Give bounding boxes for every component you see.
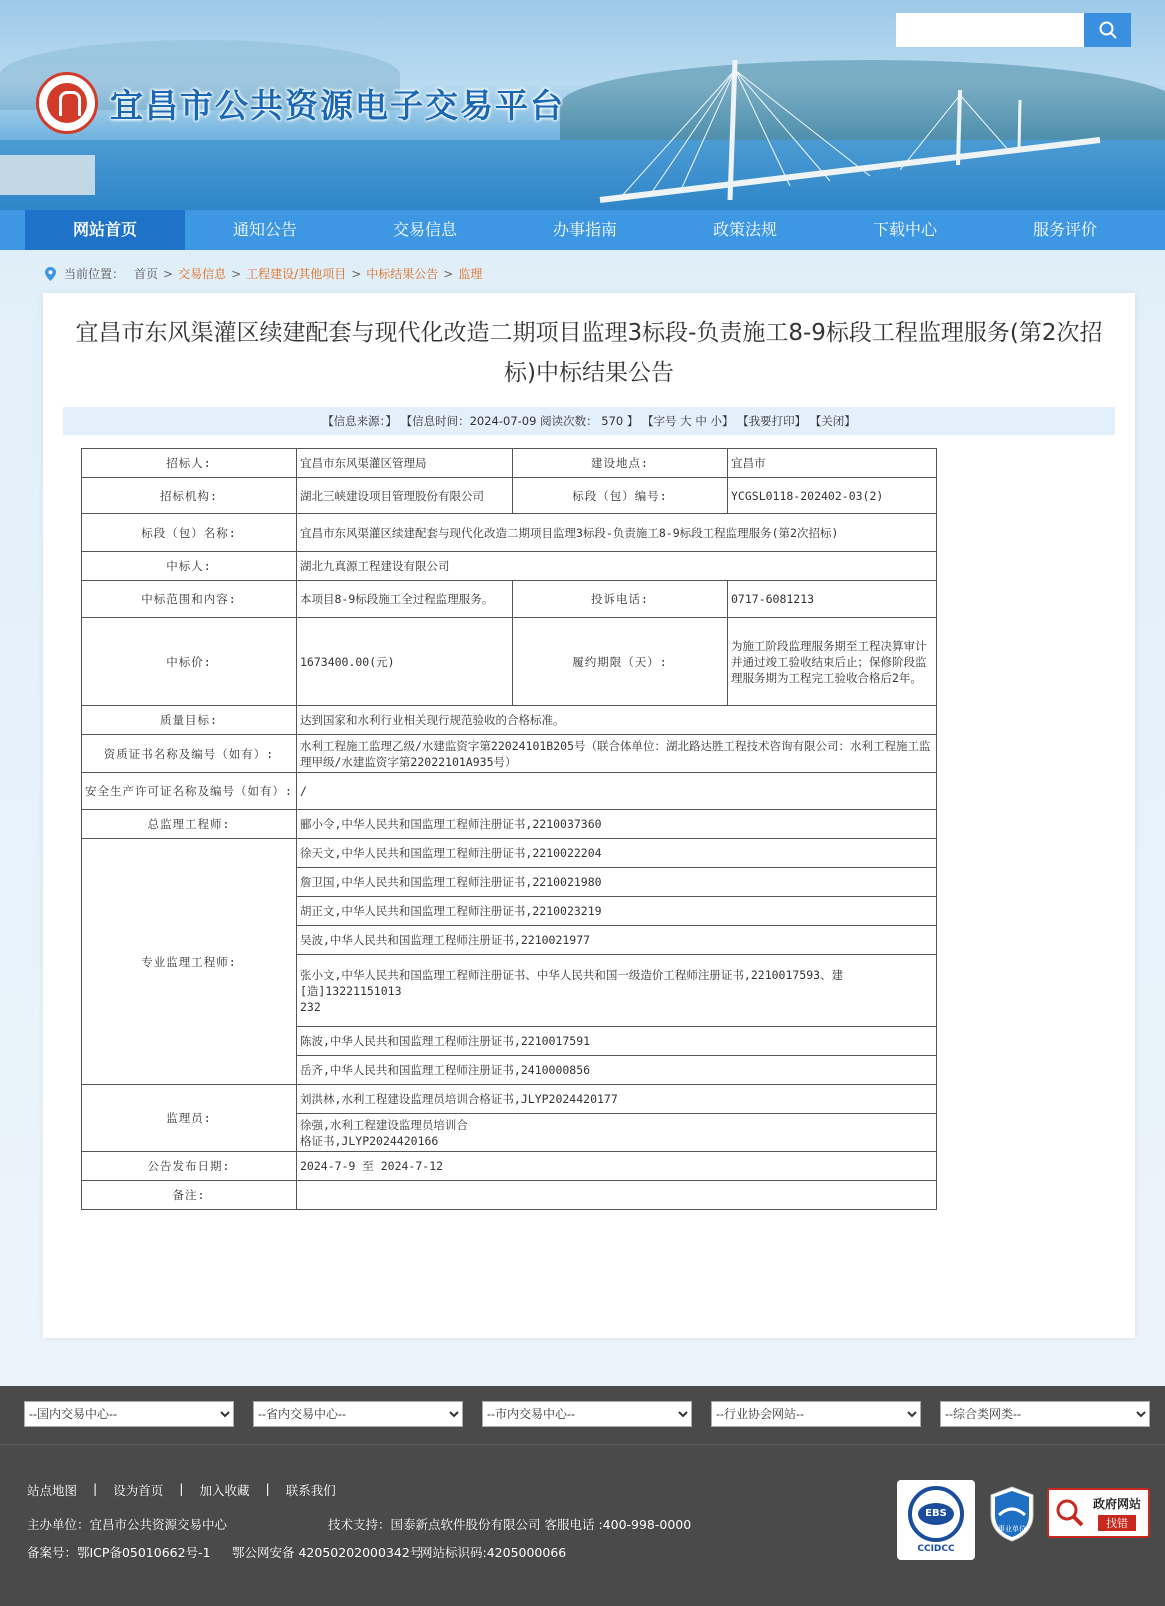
table-row: [82, 810, 937, 839]
footer-icp: 备案号：鄂ICP备05010662号-1: [27, 1545, 211, 1560]
breadcrumb-separator: >: [231, 266, 242, 281]
location-label: 建设地点:: [513, 449, 728, 478]
search-input[interactable]: [896, 13, 1084, 47]
search-icon: [1098, 20, 1118, 40]
location-value: 宜昌市: [728, 449, 937, 478]
table-row: [82, 552, 937, 581]
quality-label: 质量目标:: [82, 706, 297, 735]
public-institution-badge-icon[interactable]: [989, 1485, 1035, 1543]
qualification-label: 资质证书名称及编号（如有）:: [82, 735, 297, 773]
chief-label: 总监理工程师:: [82, 810, 297, 839]
tenderer-label: 招标人:: [82, 449, 297, 478]
supervisor-label: 监理员:: [82, 1085, 297, 1152]
table-row: [82, 581, 937, 618]
period-label: 履约期限（天）:: [513, 618, 728, 706]
footer-links: [27, 1481, 336, 1499]
article-title: 宜昌市东风渠灌区续建配套与现代化改造二期项目监理3标段-负责施工8-9标段工程监理服务(第2次招标)中标结果公告: [75, 320, 1103, 386]
table-row: [82, 449, 937, 478]
set-homepage-link[interactable]: 设为首页: [113, 1483, 164, 1498]
specialist-entry: 徐天文,中华人民共和国监理工程师注册证书,2210022204: [297, 839, 937, 868]
qualification-value: 水利工程施工监理乙级/水建监资字第22024101B205号（联合体单位：湖北路达胜工程技术咨询有限公司：水利工程施工监理甲级/水建监资字第22022101A935号）: [297, 735, 937, 773]
gov-website-error-report-badge[interactable]: [1047, 1488, 1150, 1538]
info-reads-close: 】: [626, 414, 639, 428]
search-button[interactable]: [1084, 13, 1131, 47]
specialist-entry: 詹卫国,中华人民共和国监理工程师注册证书,2210021980: [297, 868, 937, 897]
table-row: [82, 514, 937, 552]
safety-label: 安全生产许可证名称及编号（如有）:: [82, 773, 297, 810]
province-center-select[interactable]: [253, 1401, 463, 1427]
scope-label: 中标范围和内容:: [82, 581, 297, 618]
font-size-label: 【字号: [642, 414, 677, 428]
nav-item-notices[interactable]: 通知公告: [232, 220, 297, 239]
nav-item-guide[interactable]: 办事指南: [552, 220, 617, 239]
specialist-label: 专业监理工程师:: [82, 839, 297, 1085]
gov-badge-action: 找错: [1098, 1515, 1136, 1531]
info-time-label: 【信息时间：: [400, 414, 470, 428]
complaint-label: 投诉电话:: [513, 581, 728, 618]
supervisor-entry: 刘洪林,水利工程建设监理员培训合格证书,JLYP2024420177: [297, 1085, 937, 1114]
footer-support: 技术支持：国泰新点软件股份有限公司 客服电话 :400-998-0000: [328, 1517, 692, 1532]
breadcrumb-prefix: 当前位置：: [64, 267, 125, 281]
info-source-close: 】: [385, 414, 397, 428]
info-source-label: 【信息来源：: [322, 414, 386, 428]
breadcrumb-separator: >: [351, 266, 362, 281]
site-title: 宜昌市公共资源电子交易平台: [110, 85, 565, 125]
info-reads-value: 570: [601, 414, 624, 428]
info-time-value: 2024-07-09: [469, 414, 537, 428]
remark-value: [297, 1181, 937, 1210]
nav-item-downloads[interactable]: 下载中心: [872, 220, 937, 239]
nav-item-evaluation[interactable]: 服务评价: [1032, 220, 1097, 239]
footer-link-selects: [0, 1386, 1165, 1444]
table-row: [82, 706, 937, 735]
ccidcc-label: CCIDCC: [917, 1544, 955, 1554]
nav-item-policy[interactable]: 政策法规: [712, 220, 777, 239]
section-name-label: 标段（包）名称:: [82, 514, 297, 552]
publish-date-value: 2024-7-9 至 2024-7-12: [297, 1152, 937, 1181]
site-logo[interactable]: [36, 72, 565, 134]
article-card: [43, 293, 1135, 1338]
breadcrumb: [45, 265, 482, 282]
winner-label: 中标人:: [82, 552, 297, 581]
specialist-entry: 吴波,中华人民共和国监理工程师注册证书,2210021977: [297, 926, 937, 955]
sitemap-link[interactable]: 站点地图: [27, 1483, 78, 1498]
ebs-badge[interactable]: [897, 1480, 975, 1560]
chief-value: 郦小令,中华人民共和国监理工程师注册证书,2210037360: [297, 810, 937, 839]
table-row: [82, 478, 937, 514]
domestic-center-select[interactable]: [24, 1401, 234, 1427]
result-table: [81, 448, 937, 1210]
industry-association-select[interactable]: [711, 1401, 921, 1427]
price-value: 1673400.00(元): [297, 618, 513, 706]
close-button[interactable]: 【关闭】: [809, 414, 856, 428]
footer-divider: |: [179, 1481, 184, 1496]
quality-value: 达到国家和水利行业相关现行规范验收的合格标准。: [297, 706, 937, 735]
footer-divider: |: [265, 1481, 270, 1496]
table-row: [82, 1152, 937, 1181]
font-size-small-button[interactable]: 小】: [710, 414, 734, 428]
supervisor-entry: 徐强,水利工程建设监理员培训合 格证书,JLYP2024420166: [297, 1114, 937, 1152]
magnifier-icon: [1055, 1498, 1085, 1528]
location-pin-icon: [45, 267, 56, 281]
breadcrumb-home[interactable]: 首页: [134, 267, 159, 281]
period-value: 为施工阶段监理服务期至工程决算审计并通过竣工验收结束后止；保修阶段监理服务期为工程完工验收合格后2年。: [728, 618, 937, 706]
ebs-logo-icon: [908, 1486, 964, 1542]
breadcrumb-link-results[interactable]: 中标结果公告: [366, 267, 439, 281]
table-row: [82, 735, 937, 773]
header-banner: [0, 0, 1165, 210]
table-row: [82, 618, 937, 706]
specialist-entry: 张小文,中华人民共和国监理工程师注册证书、中华人民共和国一级造价工程师注册证书,2210017593、建 [造]13221151013 232: [297, 955, 937, 1027]
specialist-entry: 陈波,中华人民共和国监理工程师注册证书,2210017591: [297, 1027, 937, 1056]
breadcrumb-separator: >: [163, 266, 174, 281]
specialist-entry: 岳齐,中华人民共和国监理工程师注册证书,2410000856: [297, 1056, 937, 1085]
general-sites-select[interactable]: [940, 1401, 1150, 1427]
article-info-bar: [63, 407, 1115, 435]
add-favorite-link[interactable]: 加入收藏: [199, 1483, 250, 1498]
logo-seal-icon: [36, 72, 98, 134]
gov-badge-title: 政府网站: [1093, 1497, 1142, 1511]
main-nav: [0, 210, 1165, 250]
breadcrumb-link-supervision[interactable]: 监理: [458, 267, 483, 281]
tenderer-value: 宜昌市东风渠灌区管理局: [297, 449, 513, 478]
font-size-large-button[interactable]: 大: [680, 414, 692, 428]
nav-item-home[interactable]: 网站首页: [25, 210, 185, 250]
public-institution-badge-label: 事业单位: [998, 1525, 1026, 1533]
nav-item-trade-info[interactable]: 交易信息: [392, 220, 457, 239]
section-name-value: 宜昌市东风渠灌区续建配套与现代化改造二期项目监理3标段-负责施工8-9标段工程监理服务(第2次招标): [297, 514, 937, 552]
price-label: 中标价:: [82, 618, 297, 706]
scope-value: 本项目8-9标段施工全过程监理服务。: [297, 581, 513, 618]
complaint-value: 0717-6081213: [728, 581, 937, 618]
agency-value: 湖北三峡建设项目管理股份有限公司: [297, 478, 513, 514]
breadcrumb-link-engineering[interactable]: 工程建设/其他项目: [246, 267, 347, 281]
contact-us-link[interactable]: 联系我们: [285, 1483, 336, 1498]
section-no-value: YCGSL0118-202402-03(2): [728, 478, 937, 514]
publish-date-label: 公告发布日期:: [82, 1152, 297, 1181]
agency-label: 招标机构:: [82, 478, 297, 514]
remark-label: 备注:: [82, 1181, 297, 1210]
footer-site-code: 网站标识码:4205000066: [420, 1545, 567, 1560]
footer-divider: |: [93, 1481, 98, 1496]
city-center-select[interactable]: [482, 1401, 692, 1427]
info-reads-label: 阅读次数：: [540, 414, 598, 428]
search-bar: [896, 13, 1131, 47]
safety-value: /: [297, 773, 937, 810]
footer-police-record: 鄂公网安备 42050202000342号: [232, 1545, 423, 1560]
table-row: [82, 1181, 937, 1210]
ebs-badge-label: EBS: [918, 1503, 954, 1525]
table-row: [82, 839, 937, 868]
font-size-medium-button[interactable]: 中: [695, 414, 707, 428]
table-row: [82, 773, 937, 810]
section-no-label: 标段（包）编号:: [513, 478, 728, 514]
table-row: [82, 1085, 937, 1114]
breadcrumb-separator: >: [443, 266, 454, 281]
footer-host: 主办单位：宜昌市公共资源交易中心: [27, 1517, 228, 1532]
breadcrumb-link-trade-info[interactable]: 交易信息: [178, 267, 227, 281]
winner-value: 湖北九真源工程建设有限公司: [297, 552, 937, 581]
specialist-entry: 胡正文,中华人民共和国监理工程师注册证书,2210023219: [297, 897, 937, 926]
footer: [0, 1444, 1165, 1606]
print-button[interactable]: 【我要打印】: [737, 414, 807, 428]
